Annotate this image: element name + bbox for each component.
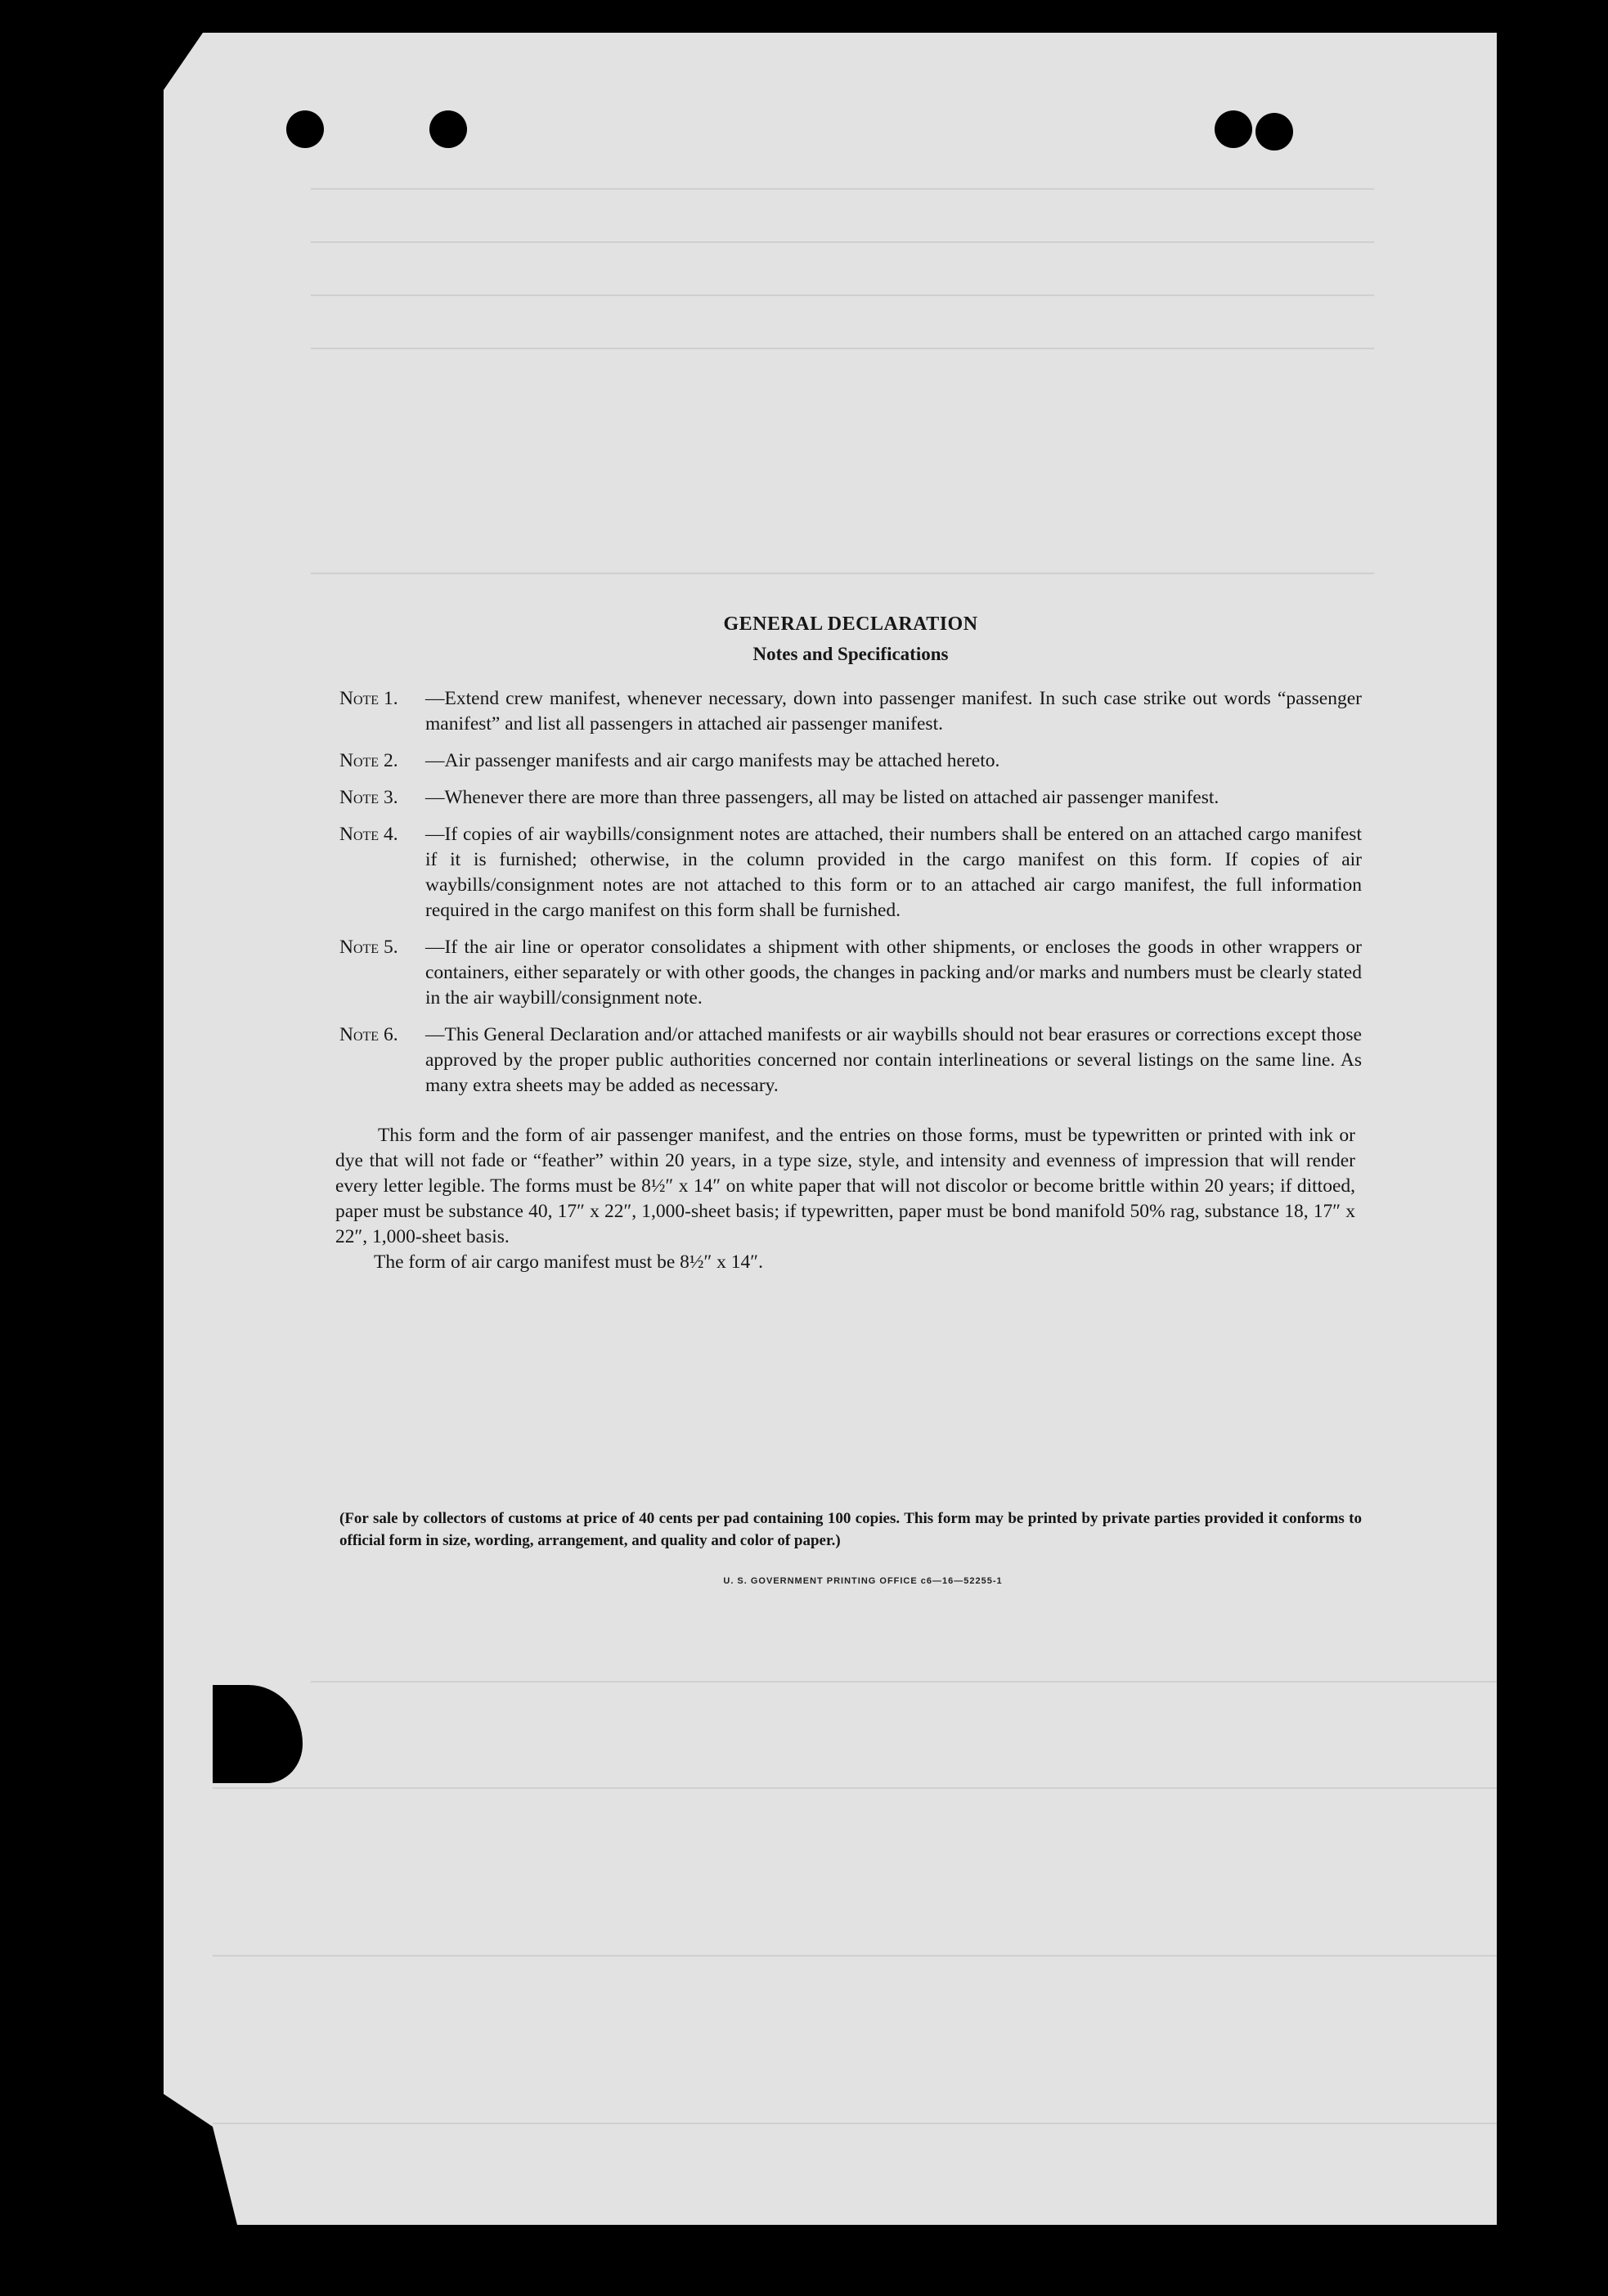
bleed-through-line xyxy=(311,241,1374,243)
bleed-through-line xyxy=(213,1787,1497,1789)
cargo-size-line: The form of air cargo manifest must be 8½″ x 14″. xyxy=(374,1251,763,1273)
note-label: Note 2. xyxy=(339,750,398,771)
punch-hole xyxy=(429,110,467,148)
page-subtitle: Notes and Specifications xyxy=(752,644,949,664)
note-text: —If the air line or operator consolidates a shipment with other shipments, or encloses the goods in other wrappers or containers, either separately or with other goods, the changes in packing and/or marks and numbers must be clearly stated in the air waybill/consignment note. xyxy=(425,937,1362,1009)
note-text: —Extend crew manifest, whenever necessary, down into passenger manifest. In such case strike out words “passenger manifest” and list all passengers in attached air passenger manifest. xyxy=(425,688,1362,735)
note-2 xyxy=(339,748,1362,774)
note-label: Note 3. xyxy=(339,787,398,808)
note-1 xyxy=(339,686,1362,737)
page-title: GENERAL DECLARATION xyxy=(723,613,978,635)
bleed-through-line xyxy=(311,188,1374,190)
note-label: Note 5. xyxy=(339,937,398,958)
torn-edge xyxy=(213,1685,303,1783)
notes-section xyxy=(335,613,1362,1275)
note-text: —If copies of air waybills/consignment notes are attached, their numbers shall be entered on an attached cargo manifest if it is furnished; otherwise, in the column provided in the cargo manifest on this form. If copies of air waybills/consignment notes are not attached to this form or to an attached air cargo manifest, the full information required in the cargo manifest on this form shall be furnished. xyxy=(425,824,1362,921)
note-6 xyxy=(339,1022,1362,1099)
punch-hole xyxy=(1215,110,1252,148)
bleed-through-line xyxy=(213,1955,1497,1957)
note-text: —Air passenger manifests and air cargo manifests may be attached hereto. xyxy=(425,750,1000,771)
bleed-through-line xyxy=(311,1681,1505,1683)
sale-notice: (For sale by collectors of customs at price of 40 cents per pad containing 100 copies. This form may be printed by private parties provided it conforms to official form in size, wording, arrangement, and quality and color of paper.) xyxy=(339,1510,1362,1549)
bleed-through-line xyxy=(311,348,1374,349)
note-label: Note 6. xyxy=(339,1024,398,1045)
note-3 xyxy=(339,785,1362,811)
printer-line: U. S. GOVERNMENT PRINTING OFFICE c6—16—52255-1 xyxy=(723,1576,1003,1586)
punch-hole xyxy=(1255,113,1293,151)
bleed-through-line xyxy=(213,2123,1497,2124)
bleed-through-line xyxy=(311,294,1374,296)
note-4 xyxy=(339,822,1362,923)
note-label: Note 4. xyxy=(339,824,398,845)
note-5 xyxy=(339,935,1362,1011)
bleed-through-line xyxy=(311,573,1374,574)
note-label: Note 1. xyxy=(339,688,398,709)
note-text: —Whenever there are more than three passengers, all may be listed on attached air passenger manifest. xyxy=(425,787,1219,808)
note-text: —This General Declaration and/or attached manifests or air waybills should not bear erasures or corrections except those approved by the proper public authorities concerned nor contain interlineations or several listings on the same line. As many extra sheets may be added as necessary. xyxy=(425,1024,1362,1096)
punch-hole xyxy=(286,110,324,148)
specification-paragraph: This form and the form of air passenger manifest, and the entries on those forms, must be typewritten or printed with ink or dye that will not fade or “feather” within 20 years, in a type size, style, and intensity and evenness of impression that will render every letter legible. The forms must be 8½″ x 14″ on white paper that will not discolor or become brittle within 20 years; if dittoed, paper must be substance 40, 17″ x 22″, 1,000-sheet basis; if typewritten, paper must be bond manifold 50% rag, substance 18, 17″ x 22″, 1,000-sheet basis. xyxy=(335,1125,1355,1247)
